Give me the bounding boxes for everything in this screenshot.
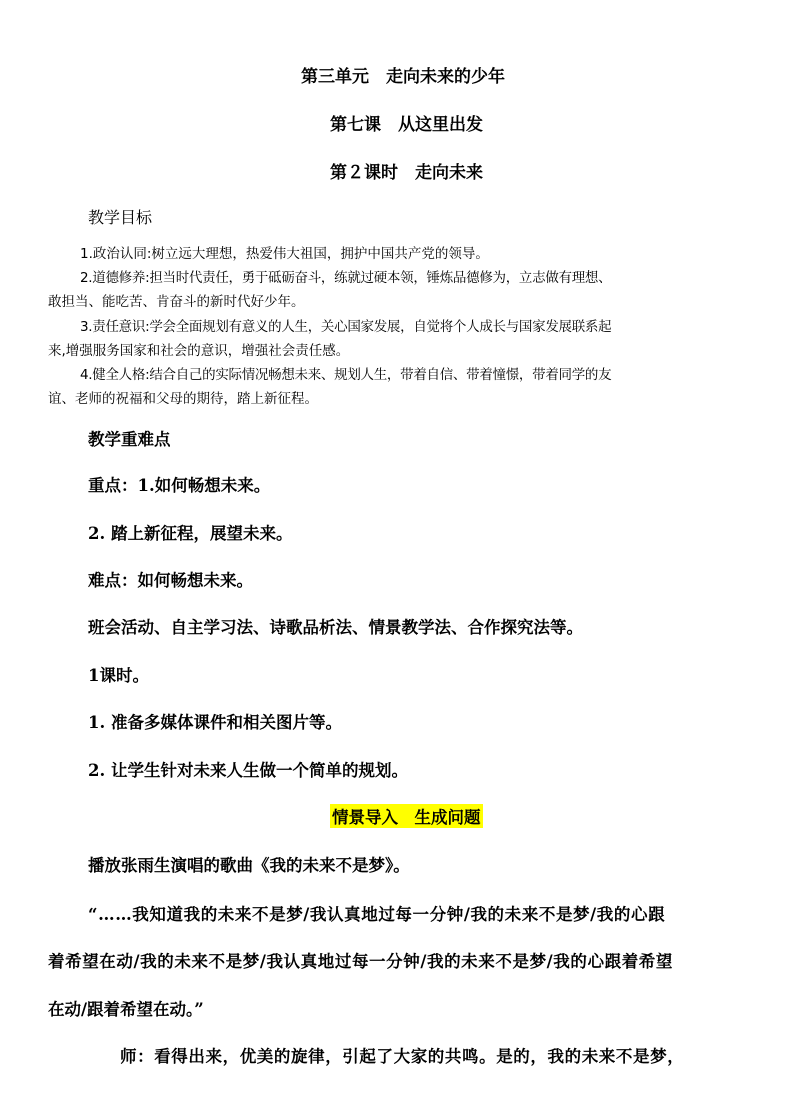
objective-3-line2: 来,增强服务国家和社会的意识，增强社会责任感。	[48, 343, 350, 359]
period-title: 第２课时 走向未来	[330, 163, 483, 183]
lesson-title: 第七课 从这里出发	[330, 115, 483, 135]
teacher-remark: 师：看得出来，优美的旋律，引起了大家的共鸣。是的，我的未来不是梦，	[120, 1047, 685, 1066]
objective-4-line2: 谊、老师的祝福和父母的期待，踏上新征程。	[48, 391, 318, 407]
intro-heading: 情景导入 生成问题	[330, 804, 483, 828]
lyrics-line-3: 在动/跟着希望在动。”	[48, 1000, 204, 1019]
objective-3-line1: 3.责任意识:学会全面规划有意义的人生，关心国家发展，自觉将个人成长与国家发展联系起	[80, 319, 612, 335]
prep-item-2: 2. 让学生针对未来人生做一个简单的规划。	[88, 761, 408, 780]
prep-item-1: 1. 准备多媒体课件和相关图片等。	[88, 713, 342, 732]
intro-play-text: 播放张雨生演唱的歌曲《我的未来不是梦》。	[88, 856, 410, 875]
class-duration: 1课时。	[88, 666, 149, 685]
lyrics-line-2: 着希望在动/我的未来不是梦/我认真地过每一分钟/我的未来不是梦/我的心跟着希望	[48, 952, 674, 971]
key-point-1: 重点：1.如何畅想未来。	[88, 476, 271, 495]
objective-2-line1: 2.道德修养:担当时代责任，勇于砥砺奋斗，练就过硬本领，锤炼品德修为，立志做有理想、	[80, 270, 612, 286]
key-points-heading: 教学重难点	[88, 430, 171, 449]
objectives-heading: 教学目标	[88, 208, 153, 227]
objective-2-line2: 敢担当、能吃苦、肯奋斗的新时代好少年。	[48, 294, 305, 310]
unit-title: 第三单元 走向未来的少年	[301, 67, 505, 87]
teaching-methods: 班会活动、自主学习法、诗歌品析法、情景教学法、合作探究法等。	[88, 618, 583, 637]
key-point-2: 2. 踏上新征程，展望未来。	[88, 524, 293, 543]
lyrics-line-1: “……我知道我的未来不是梦/我认真地过每一分钟/我的未来不是梦/我的心跟	[88, 905, 666, 924]
difficulty-point: 难点：如何畅想未来。	[88, 571, 253, 590]
objective-4-line1: 4.健全人格:结合自己的实际情况畅想未来、规划人生，带着自信、带着憧憬，带着同学的友	[80, 367, 612, 383]
objective-1: 1.政治认同:树立远大理想，热爱伟大祖国，拥护中国共产党的领导。	[80, 246, 489, 262]
